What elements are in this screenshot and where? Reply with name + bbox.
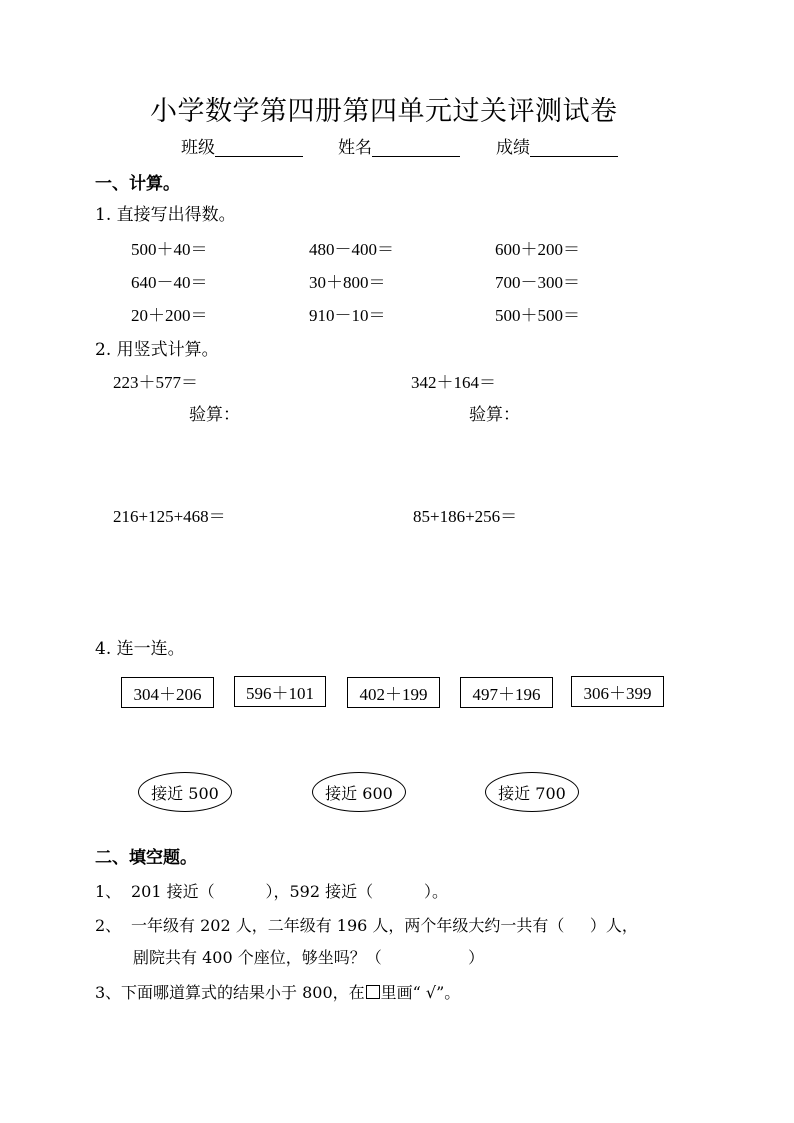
match-box[interactable]: 306＋399 [571,676,664,707]
section2-heading: 二、填空题。 [95,848,197,868]
q1-item: 30＋800＝ [309,273,386,292]
q2-label: 2. 用竖式计算。 [95,340,219,360]
fill-item-text [121,985,460,1001]
q1-item: 500＋40＝ [131,240,208,259]
check-label: 验算： [469,405,520,425]
q1-item: 480－400＝ [309,240,394,259]
q1-item: 700－300＝ [495,273,580,292]
fill-item-text-before: 下面哪道算式的结果小于 800，在 [121,983,365,1002]
q1-label: 1. 直接写出得数。 [95,205,236,225]
fill-item-text: 201 接近（ ），592 接近（ ）。 [131,882,448,901]
name-blank[interactable] [372,140,460,157]
fill-item-number: 3、 [95,983,122,1002]
check-label: 验算： [189,405,240,425]
q1-item: 500＋500＝ [495,306,580,325]
q2-problem: 223＋577＝ [113,373,198,392]
q1-item: 640－40＝ [131,273,208,292]
q1-item: 910－10＝ [309,306,386,325]
fill-item-number: 2、 [95,916,122,935]
fill-item-number: 1、 [95,882,122,901]
match-box[interactable]: 402＋199 [347,677,440,708]
match-box[interactable]: 596＋101 [234,676,326,707]
match-box[interactable]: 304＋206 [121,677,214,708]
score-label: 成绩 [496,138,530,158]
match-oval[interactable]: 接近 600 [312,772,406,812]
match-box[interactable]: 497＋196 [460,677,553,708]
q4-label: 4. 连一连。 [95,639,185,659]
class-label: 班级 [181,138,215,158]
name-field [338,140,460,157]
checkbox-icon [366,985,380,999]
score-field [496,140,618,157]
q2-problem: 85+186+256＝ [413,507,518,526]
q1-item: 20＋200＝ [131,306,208,325]
q1-item: 600＋200＝ [495,240,580,259]
fill-item-text: 一年级有 202 人，二年级有 196 人，两个年级大约一共有（ ）人， [131,916,638,935]
match-oval[interactable]: 接近 700 [485,772,579,812]
page-title: 小学数学第四册第四单元过关评测试卷 [150,96,618,127]
section1-heading: 一、计算。 [95,174,180,194]
class-field [181,140,303,157]
q2-problem: 216+125+468＝ [113,507,226,526]
fill-item-text-after: 里画“ √”。 [380,983,461,1002]
score-blank[interactable] [530,140,618,157]
q2-problem: 342＋164＝ [411,373,496,392]
fill-item-text-continued: 剧院共有 400 个座位，够坐吗？（ ） [133,948,485,967]
class-blank[interactable] [215,140,303,157]
name-label: 姓名 [338,138,372,158]
match-oval[interactable]: 接近 500 [138,772,232,812]
